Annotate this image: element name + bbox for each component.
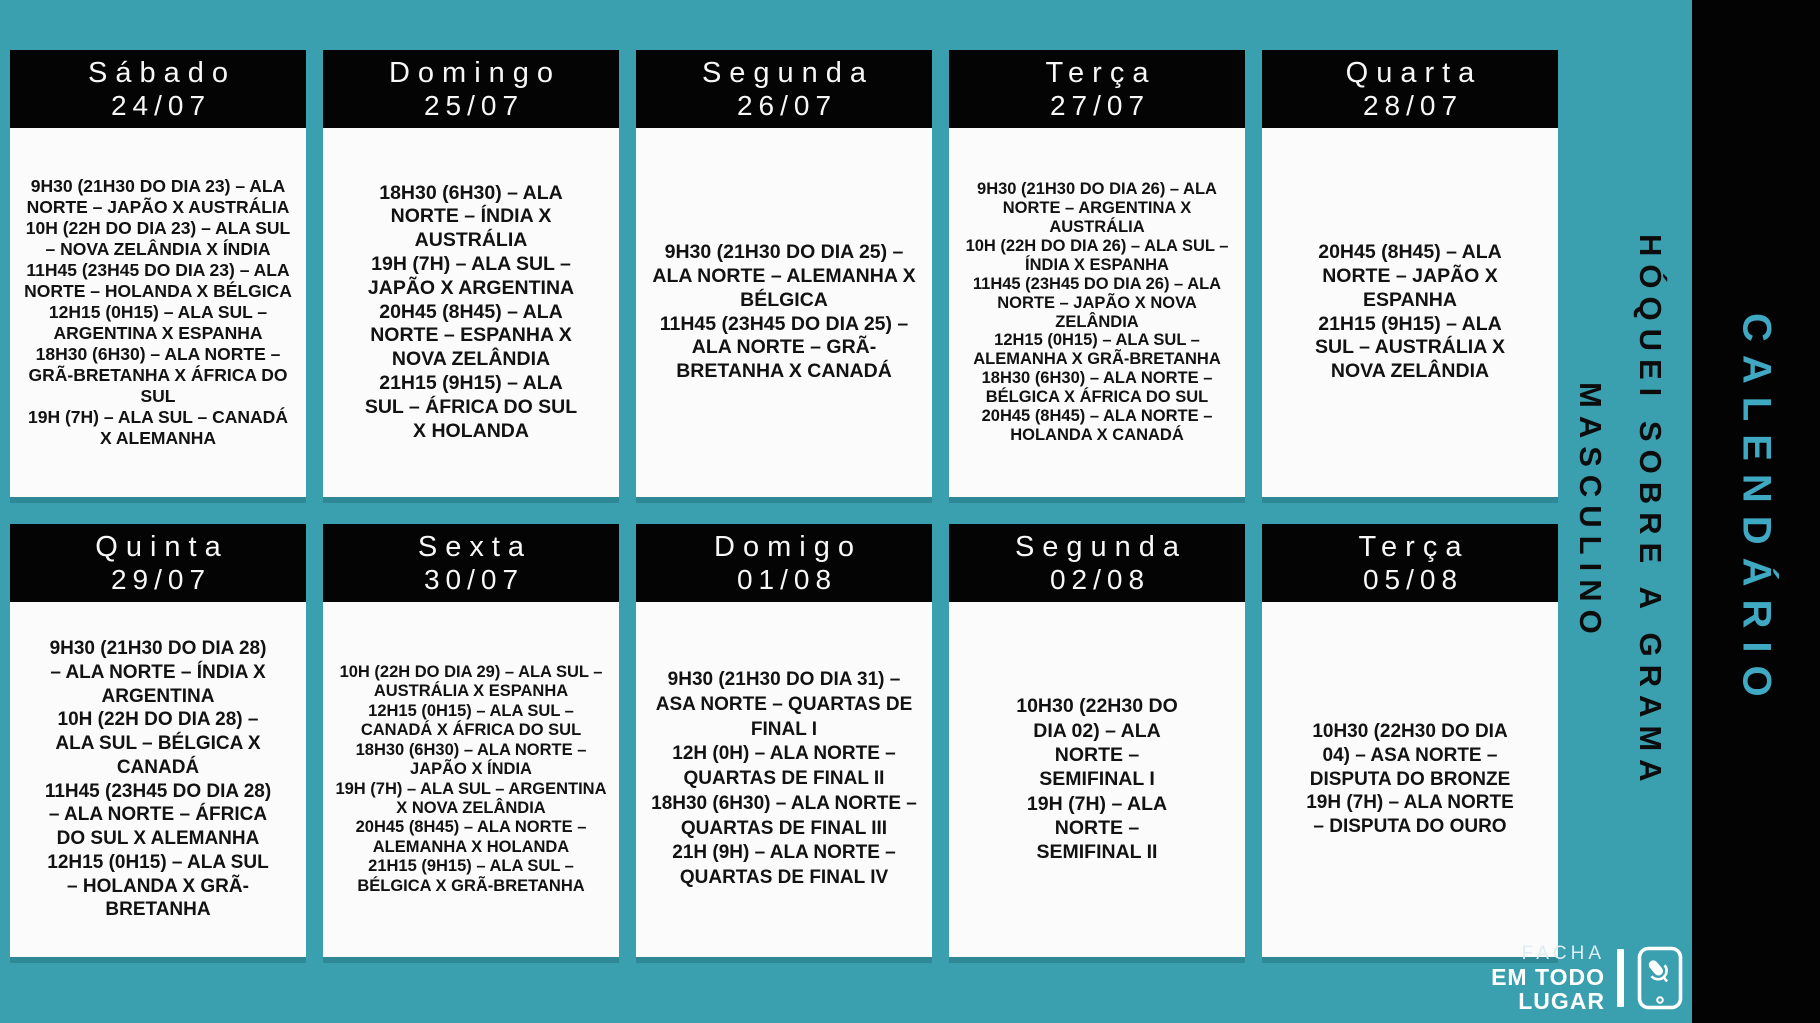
day-card-schedule [1262, 602, 1558, 957]
day-name: Domigo [714, 530, 862, 563]
day-card-schedule [10, 602, 306, 957]
schedule-entry: 20H45 (8H45) – ALA NORTE – ALEMANHA X HOLANDA [355, 818, 587, 856]
day-card-header [636, 524, 932, 602]
poster-title-text [1560, 234, 1680, 790]
schedule-entry: 21H15 (9H15) – ALA SUL – AUSTRÁLIA X NOVA ZELÂNDIA [1315, 312, 1505, 383]
schedule-entry: 18H30 (6H30) – ALA NORTE – JAPÃO X ÍNDIA [355, 740, 587, 779]
day-card-header [1262, 524, 1558, 602]
schedule-entry: 10H (22H DO DIA 28) – ALA SUL – BÉLGICA X CANADÁ [55, 709, 261, 778]
day-name: Terça [1358, 530, 1470, 563]
schedule-entry: 18H30 (6H30) – ALA NORTE – ÍNDIA X AUSTRÁLIA [379, 181, 563, 252]
day-card-header [323, 524, 619, 602]
poster-title-line1: HÓQUEI SOBRE A GRAMA [1633, 233, 1668, 790]
day-card-schedule [323, 128, 619, 497]
day-name: Segunda [1014, 530, 1188, 563]
day-card-header [10, 524, 306, 602]
schedule-entry: 19H (7H) – ALA SUL – CANADÁ X ALEMANHA [28, 407, 288, 448]
schedule-entry: 19H (7H) – ALA SUL – JAPÃO X ARGENTINA [367, 253, 575, 299]
schedule-entry: 10H (22H DO DIA 29) – ALA SUL – AUSTRÁLIA X ESPANHA [339, 662, 603, 701]
schedule-entry: 12H15 (0H15) – ALA SUL – HOLANDA X GRÃ-BRETANHA [47, 851, 269, 921]
poster-title-line2: MASCULINO [1573, 381, 1608, 642]
day-card-schedule [949, 602, 1245, 957]
schedule-entry: 12H15 (0H15) – ALA SUL – CANADÁ X ÁFRICA DO SUL [360, 701, 582, 740]
day-date: 02/08 [1049, 563, 1151, 595]
day-card-domigo-01-08 [636, 524, 932, 957]
phone-mic-icon [1636, 946, 1684, 1010]
day-card-header [1262, 50, 1558, 128]
schedule-entry: 9H30 (21H30 DO DIA 26) – ALA NORTE – ARGENTINA X AUSTRÁLIA [977, 179, 1217, 236]
schedule-entry: 11H45 (23H45 DO DIA 26) – ALA NORTE – JAPÃO X NOVA ZELÂNDIA [972, 274, 1222, 331]
day-card-quarta-28-07 [1262, 50, 1558, 497]
schedule-entry: 19H (7H) – ALA NORTE – SEMIFINAL II [1026, 792, 1168, 864]
schedule-entry: 10H (22H DO DIA 23) – ALA SUL – NOVA ZELÂNDIA X ÍNDIA [25, 218, 291, 259]
day-date: 24/07 [110, 89, 212, 121]
schedule-entry: 9H30 (21H30 DO DIA 31) – ASA NORTE – QUARTAS DE FINAL I [655, 669, 913, 740]
schedule-entry: 9H30 (21H30 DO DIA 25) – ALA NORTE – ALEMANHA X BÉLGICA [652, 241, 916, 311]
schedule-entry: 10H30 (22H30 DO DIA 02) – ALA NORTE – SEMIFINAL I [1016, 695, 1178, 791]
schedule-entry: 18H30 (6H30) – ALA NORTE – GRÃ-BRETANHA X ÁFRICA DO SUL [28, 344, 288, 406]
day-date: 27/07 [1049, 89, 1151, 121]
schedule-entry: 12H15 (0H15) – ALA SUL – ARGENTINA X ESPANHA [48, 302, 268, 343]
day-card-schedule [636, 128, 932, 497]
day-name: Sexta [417, 530, 533, 563]
schedule-entry: 10H (22H DO DIA 26) – ALA SUL – ÍNDIA X ESPANHA [965, 236, 1229, 274]
schedule-entry: 20H45 (8H45) – ALA NORTE – HOLANDA X CANADÁ [981, 407, 1213, 445]
schedule-entry: 9H30 (21H30 DO DIA 28) – ALA NORTE – ÍNDIA X ARGENTINA [49, 638, 267, 707]
day-name: Terça [1045, 56, 1157, 89]
facha-logo [1491, 943, 1684, 1013]
schedule-entry: 21H (9H) – ALA NORTE – QUARTAS DE FINAL IV [672, 842, 896, 888]
poster-title [1548, 0, 1692, 1023]
day-date: 28/07 [1362, 89, 1464, 121]
logo-divider-bar [1617, 949, 1624, 1007]
facha-logo-text [1491, 943, 1605, 1013]
schedule-entry: 11H45 (23H45 DO DIA 28) – ALA NORTE – ÁFRICA DO SUL X ALEMANHA [44, 780, 272, 849]
day-card-schedule [10, 128, 306, 497]
calendar-banner-label: CALENDÁRIO [1734, 313, 1779, 710]
day-date: 26/07 [736, 89, 838, 121]
day-name: Quinta [95, 530, 229, 563]
day-card-schedule [323, 602, 619, 957]
schedule-entry: 11H45 (23H45 DO DIA 25) – ALA NORTE – GRÃ-BRETANHA X CANADÁ [659, 312, 909, 383]
day-date: 25/07 [423, 89, 525, 121]
day-card-terca-05-08 [1262, 524, 1558, 957]
day-date: 05/08 [1362, 563, 1464, 595]
day-card-segunda-02-08 [949, 524, 1245, 957]
calendar-banner [1692, 0, 1820, 1023]
schedule-entry: 11H45 (23H45 DO DIA 23) – ALA NORTE – HOLANDA X BÉLGICA [24, 260, 292, 301]
facha-logo-line3: LUGAR [1518, 988, 1605, 1014]
facha-logo-line1: FACHA [1521, 943, 1605, 964]
day-name: Quarta [1345, 56, 1483, 89]
day-card-terca-27-07 [949, 50, 1245, 497]
schedule-entry: 21H15 (9H15) – ALA SUL – BÉLGICA X GRÃ-BRETANHA [357, 857, 585, 895]
day-card-header [949, 50, 1245, 128]
day-date: 01/08 [736, 563, 838, 595]
day-card-domingo-25-07 [323, 50, 619, 497]
day-card-sexta-30-07 [323, 524, 619, 957]
day-card-header [323, 50, 619, 128]
day-card-header [10, 50, 306, 128]
facha-logo-line2: EM TODO [1491, 964, 1605, 990]
day-card-sabado-24-07 [10, 50, 306, 497]
schedule-entry: 10H30 (22H30 DO DIA 04) – ASA NORTE – DISPUTA DO BRONZE [1309, 721, 1511, 790]
schedule-grid [10, 50, 1558, 957]
schedule-entry: 20H45 (8H45) – ALA NORTE – ESPANHA X NOVA ZELÂNDIA [370, 300, 572, 371]
schedule-entry: 9H30 (21H30 DO DIA 23) – ALA NORTE – JAPÃO X AUSTRÁLIA [26, 176, 290, 217]
schedule-entry: 20H45 (8H45) – ALA NORTE – JAPÃO X ESPANHA [1318, 241, 1502, 311]
schedule-entry: 12H15 (0H15) – ALA SUL – ALEMANHA X GRÃ-BRETANHA [973, 331, 1221, 369]
schedule-entry: 18H30 (6H30) – ALA NORTE – BÉLGICA X ÁFRICA DO SUL [981, 369, 1213, 407]
day-card-schedule [949, 128, 1245, 497]
schedule-entry: 18H30 (6H30) – ALA NORTE – QUARTAS DE FINAL III [651, 792, 917, 839]
schedule-entry: 19H (7H) – ALA NORTE – DISPUTA DO OURO [1306, 792, 1514, 838]
day-name: Sábado [88, 56, 236, 89]
day-date: 29/07 [110, 563, 212, 595]
day-date: 30/07 [423, 563, 525, 595]
schedule-entry: 12H (0H) – ALA NORTE – QUARTAS DE FINAL II [672, 743, 896, 790]
schedule-entry: 21H15 (9H15) – ALA SUL – ÁFRICA DO SUL X HOLANDA [364, 371, 578, 442]
day-card-schedule [636, 602, 932, 957]
day-name: Segunda [701, 56, 875, 89]
schedule-entry: 19H (7H) – ALA SUL – ARGENTINA X NOVA ZELÂNDIA [335, 779, 607, 817]
day-card-schedule [1262, 128, 1558, 497]
day-name: Domingo [388, 56, 562, 89]
day-card-header [949, 524, 1245, 602]
day-card-quinta-29-07 [10, 524, 306, 957]
day-card-segunda-26-07 [636, 50, 932, 497]
day-card-header [636, 50, 932, 128]
